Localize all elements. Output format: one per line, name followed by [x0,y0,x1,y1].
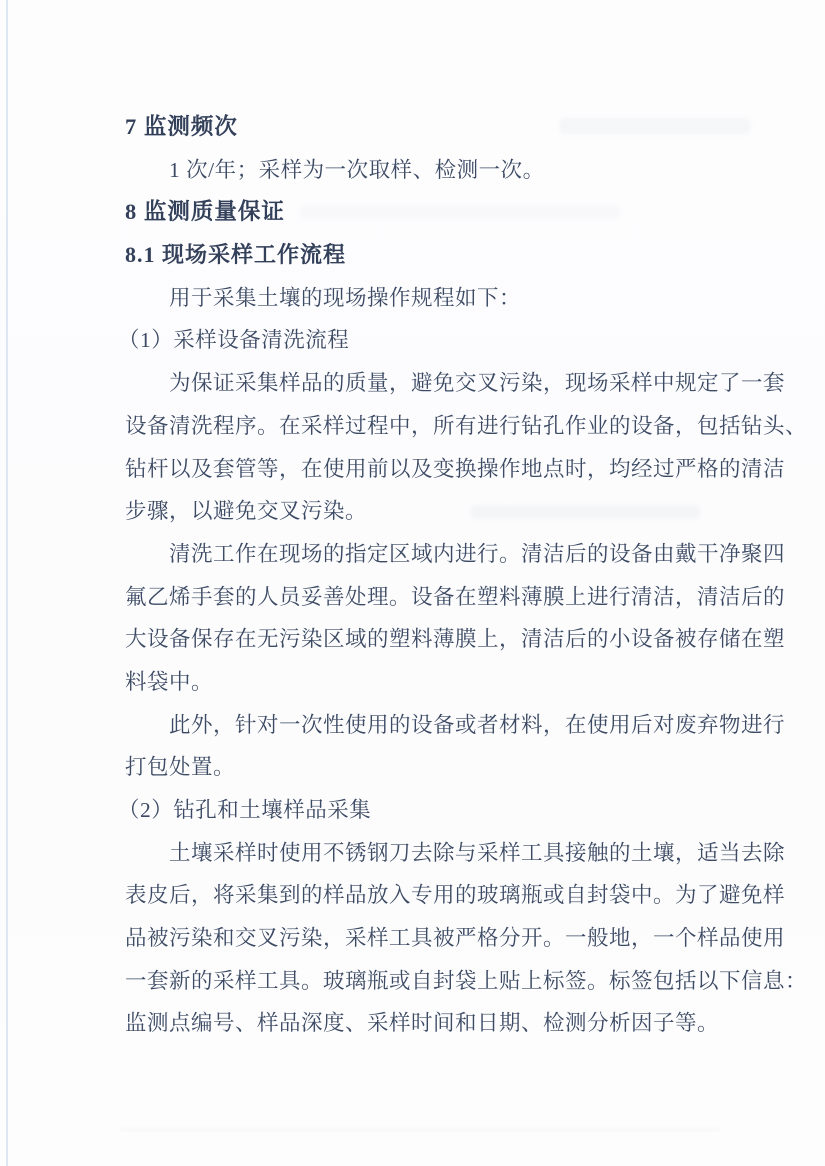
body-line: 清洗工作在现场的指定区域内进行。清洁后的设备由戴干净聚四 [169,541,786,566]
list-item-1-equipment-cleaning: （1）采样设备清洗流程 [118,328,350,353]
body-line: 监测点编号、样品深度、采样时间和日期、检测分析因子等。 [125,1011,720,1036]
heading-field-sampling-workflow: 8.1 现场采样工作流程 [125,242,347,268]
body-line: 表皮后，将采集到的样品放入专用的玻璃瓶或自封袋中。为了避免样 [125,883,786,908]
heading-quality-assurance: 8 监测质量保证 [125,199,285,225]
body-line: 土壤采样时使用不锈钢刀去除与采样工具接触的土壤，适当去除 [169,840,786,865]
body-line: 一套新的采样工具。玻璃瓶或自封袋上贴上标签。标签包括以下信息： [125,968,808,993]
body-line: 1 次/年；采样为一次取样、检测一次。 [169,157,545,182]
body-line: 料袋中。 [125,669,214,694]
body-line: 品被污染和交叉污染，采样工具被严格分开。一般地，一个样品使用 [125,926,786,951]
body-line: 钻杆以及套管等，在使用前以及变换操作地点时，均经过严格的清洁 [125,456,786,481]
document-body [118,106,808,1045]
body-line: 大设备保存在无污染区域的塑料薄膜上，清洁后的小设备被存储在塑 [125,627,786,652]
body-line: 为保证采集样品的质量，避免交叉污染，现场采样中规定了一套 [169,371,786,396]
body-line: 设备清洗程序。在采样过程中，所有进行钻孔作业的设备，包括钻头、 [125,413,808,438]
list-item-2-drilling-soil-sampling: （2）钻孔和土壤样品采集 [118,798,372,822]
body-line: 此外，针对一次性使用的设备或者材料，在使用后对废弃物进行 [169,712,786,737]
body-line: 氟乙烯手套的人员妥善处理。设备在塑料薄膜上进行清洁，清洁后的 [125,584,786,609]
scan-artifact [120,1128,720,1131]
body-line: 用于采集土壤的现场操作规程如下： [169,285,522,310]
scan-edge-line [6,0,8,1166]
body-line: 步骤，以避免交叉污染。 [125,499,368,524]
body-line: 打包处置。 [125,755,236,780]
heading-monitoring-frequency: 7 监测频次 [125,114,238,139]
